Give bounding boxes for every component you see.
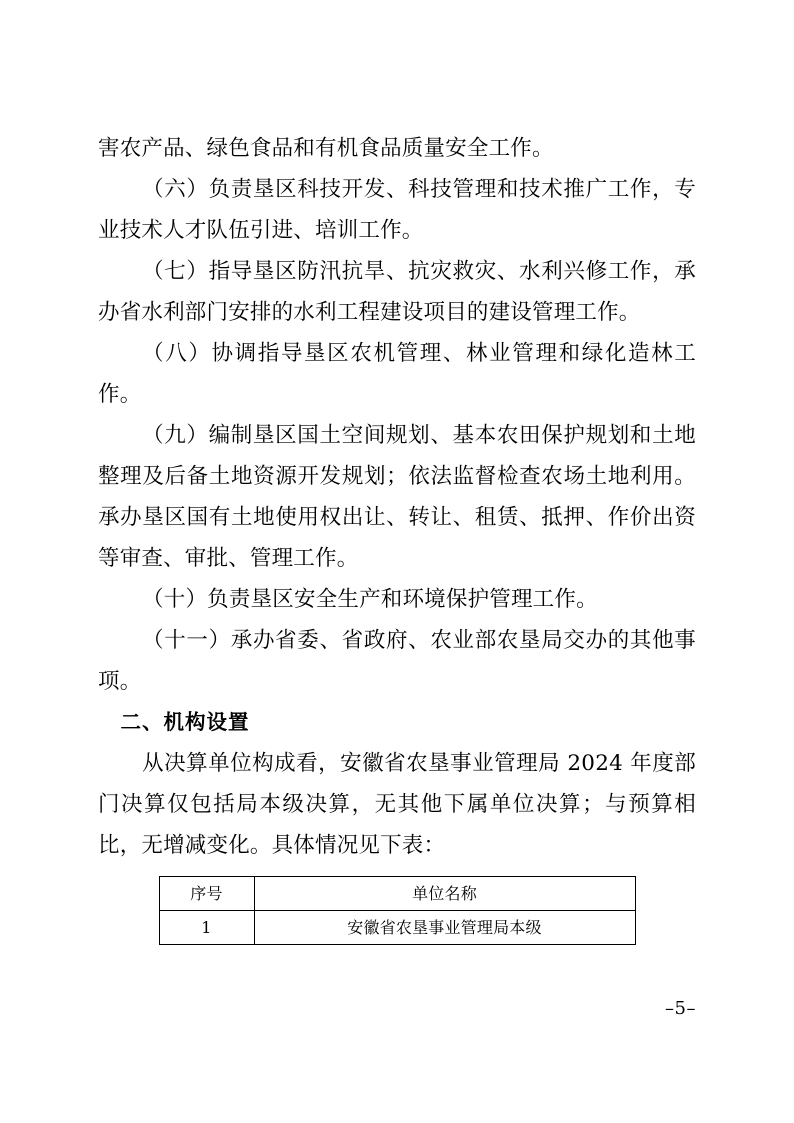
table-header-index: 序号	[159, 877, 254, 911]
page-number: –5–	[665, 998, 696, 1019]
paragraph-item-11: （十一）承办省委、省政府、农业部农垦局交办的其他事项。	[98, 628, 696, 694]
unit-table	[159, 876, 636, 945]
paragraph-item-7: （七）指导垦区防汛抗旱、抗灾救灾、水利兴修工作，承办省水利部门安排的水利工程建设项目的建设管理工作。	[98, 259, 696, 325]
paragraph-item-8: （八）协调指导垦区农机管理、林业管理和绿化造林工作。	[98, 341, 696, 407]
table-cell-unit-name: 安徽省农垦事业管理局本级	[254, 911, 635, 945]
table-header-unit-name: 单位名称	[254, 877, 635, 911]
table-header-row	[159, 877, 635, 911]
paragraph-item-6: （六）负责垦区科技开发、科技管理和技术推广工作，专业技术人才队伍引进、培训工作。	[98, 177, 696, 243]
table-cell-index: 1	[159, 911, 254, 945]
paragraph-continued: 害农产品、绿色食品和有机食品质量安全工作。	[98, 136, 554, 161]
paragraph-item-9: （九）编制垦区国土空间规划、基本农田保护规划和土地整理及后备土地资源开发规划；依法监督检查农场土地利用。承办垦区国有土地使用权出让、转让、租赁、抵押、作价出资等审查、审批、管理工作。	[98, 423, 696, 571]
unit-table-container	[98, 876, 696, 945]
table-row	[159, 911, 635, 945]
document-body	[98, 128, 696, 945]
paragraph-section-intro: 从决算单位构成看，安徽省农垦事业管理局 2024 年度部门决算仅包括局本级决算，无其他下属单位决算；与预算相比，无增减变化。具体情况见下表：	[98, 751, 696, 858]
section-heading-organization: 二、机构设置	[120, 710, 250, 734]
paragraph-item-10: （十）负责垦区安全生产和环境保护管理工作。	[142, 587, 598, 612]
